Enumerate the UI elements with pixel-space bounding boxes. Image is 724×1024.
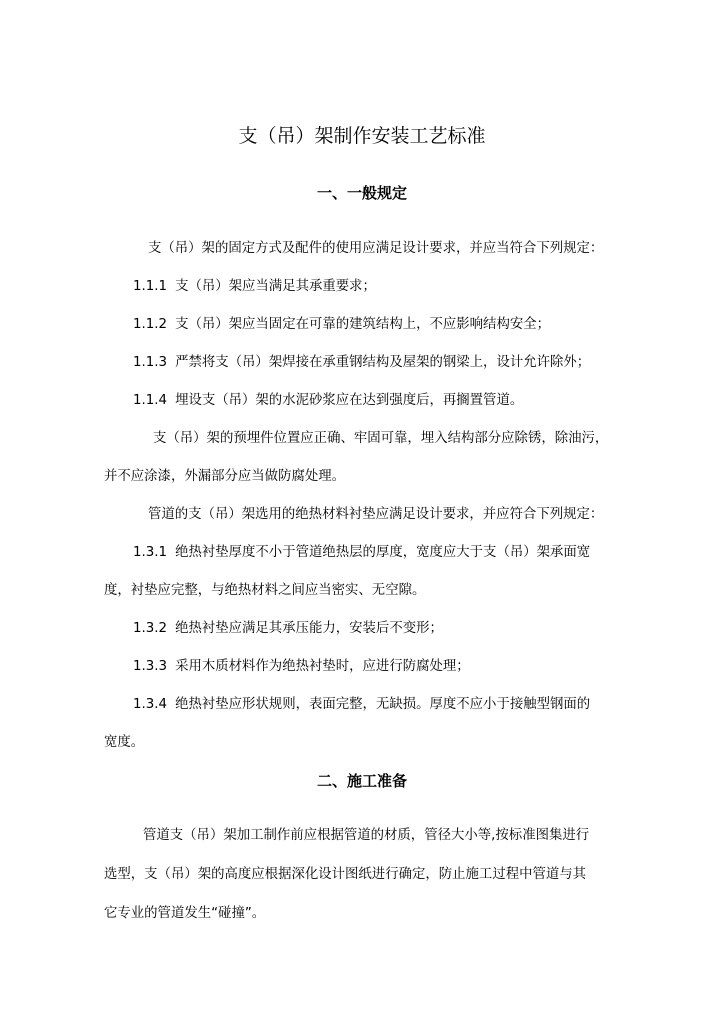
item-text: 埋设支（吊）架的水泥砂浆应在达到强度后，再搁置管道。 <box>175 393 524 408</box>
paragraph-preparation: 管道支（吊）架加工制作前应根据管道的材质，管径大小等,按标准图集进行 <box>143 828 590 843</box>
item-number: 1.1.1 <box>133 279 168 294</box>
list-item <box>133 695 590 715</box>
item-text: 严禁将支（吊）架焊接在承重钢结构及屋架的钢梁上，设计允许除外； <box>175 355 591 370</box>
paragraph-insulation: 管道的支（吊）架选用的绝热材料衬垫应满足设计要求，并应符合下列规定： <box>148 507 604 522</box>
list-item <box>133 315 550 335</box>
item-number: 1.1.3 <box>133 355 168 370</box>
page-title: 支（吊）架制作安装工艺标准 <box>238 125 486 147</box>
paragraph-embedded-parts: 支（吊）架的预埋件位置应正确、牢固可靠，埋入结构部分应除锈，除油污， <box>153 431 609 446</box>
list-item <box>133 391 523 411</box>
list-item <box>133 657 470 677</box>
paragraph-preparation-cont: 选型，支（吊）架的高度应根据深化设计图纸进行确定，防止施工过程中管道与其 <box>104 867 587 882</box>
item-number: 1.3.2 <box>133 621 168 636</box>
list-item <box>133 543 590 563</box>
paragraph-embedded-parts-cont: 并不应涂漆，外漏部分应当做防腐处理。 <box>104 469 346 484</box>
section-heading-general: 一、一般规定 <box>316 184 407 202</box>
list-item <box>133 353 590 373</box>
paragraph-intro: 支（吊）架的固定方式及配件的使用应满足设计要求，并应当符合下列规定： <box>148 241 604 256</box>
list-item-cont: 宽度。 <box>104 735 145 750</box>
item-number: 1.1.2 <box>133 317 168 332</box>
item-text: 支（吊）架应当满足其承重要求； <box>175 279 376 294</box>
item-number: 1.1.4 <box>133 393 168 408</box>
item-number: 1.3.1 <box>133 545 168 560</box>
section-heading-preparation: 二、施工准备 <box>316 772 407 790</box>
item-number: 1.3.4 <box>133 697 168 712</box>
paragraph-preparation-cont: 它专业的管道发生“碰撞”。 <box>104 906 266 921</box>
list-item <box>133 619 443 639</box>
item-text: 绝热衬垫厚度不小于管道绝热层的厚度，宽度应大于支（吊）架承面宽 <box>175 545 591 560</box>
item-number: 1.3.3 <box>133 659 168 674</box>
list-item <box>133 277 376 297</box>
list-item-cont: 度，衬垫应完整，与绝热材料之间应当密实、无空隙。 <box>104 583 426 598</box>
item-text: 支（吊）架应当固定在可靠的建筑结构上，不应影响结构安全； <box>175 317 551 332</box>
item-text: 绝热衬垫应形状规则，表面完整，无缺损。厚度不应小于接触型钢面的 <box>175 697 591 712</box>
item-text: 绝热衬垫应满足其承压能力，安装后不变形； <box>175 621 443 636</box>
item-text: 采用木质材料作为绝热衬垫时，应进行防腐处理； <box>175 659 470 674</box>
